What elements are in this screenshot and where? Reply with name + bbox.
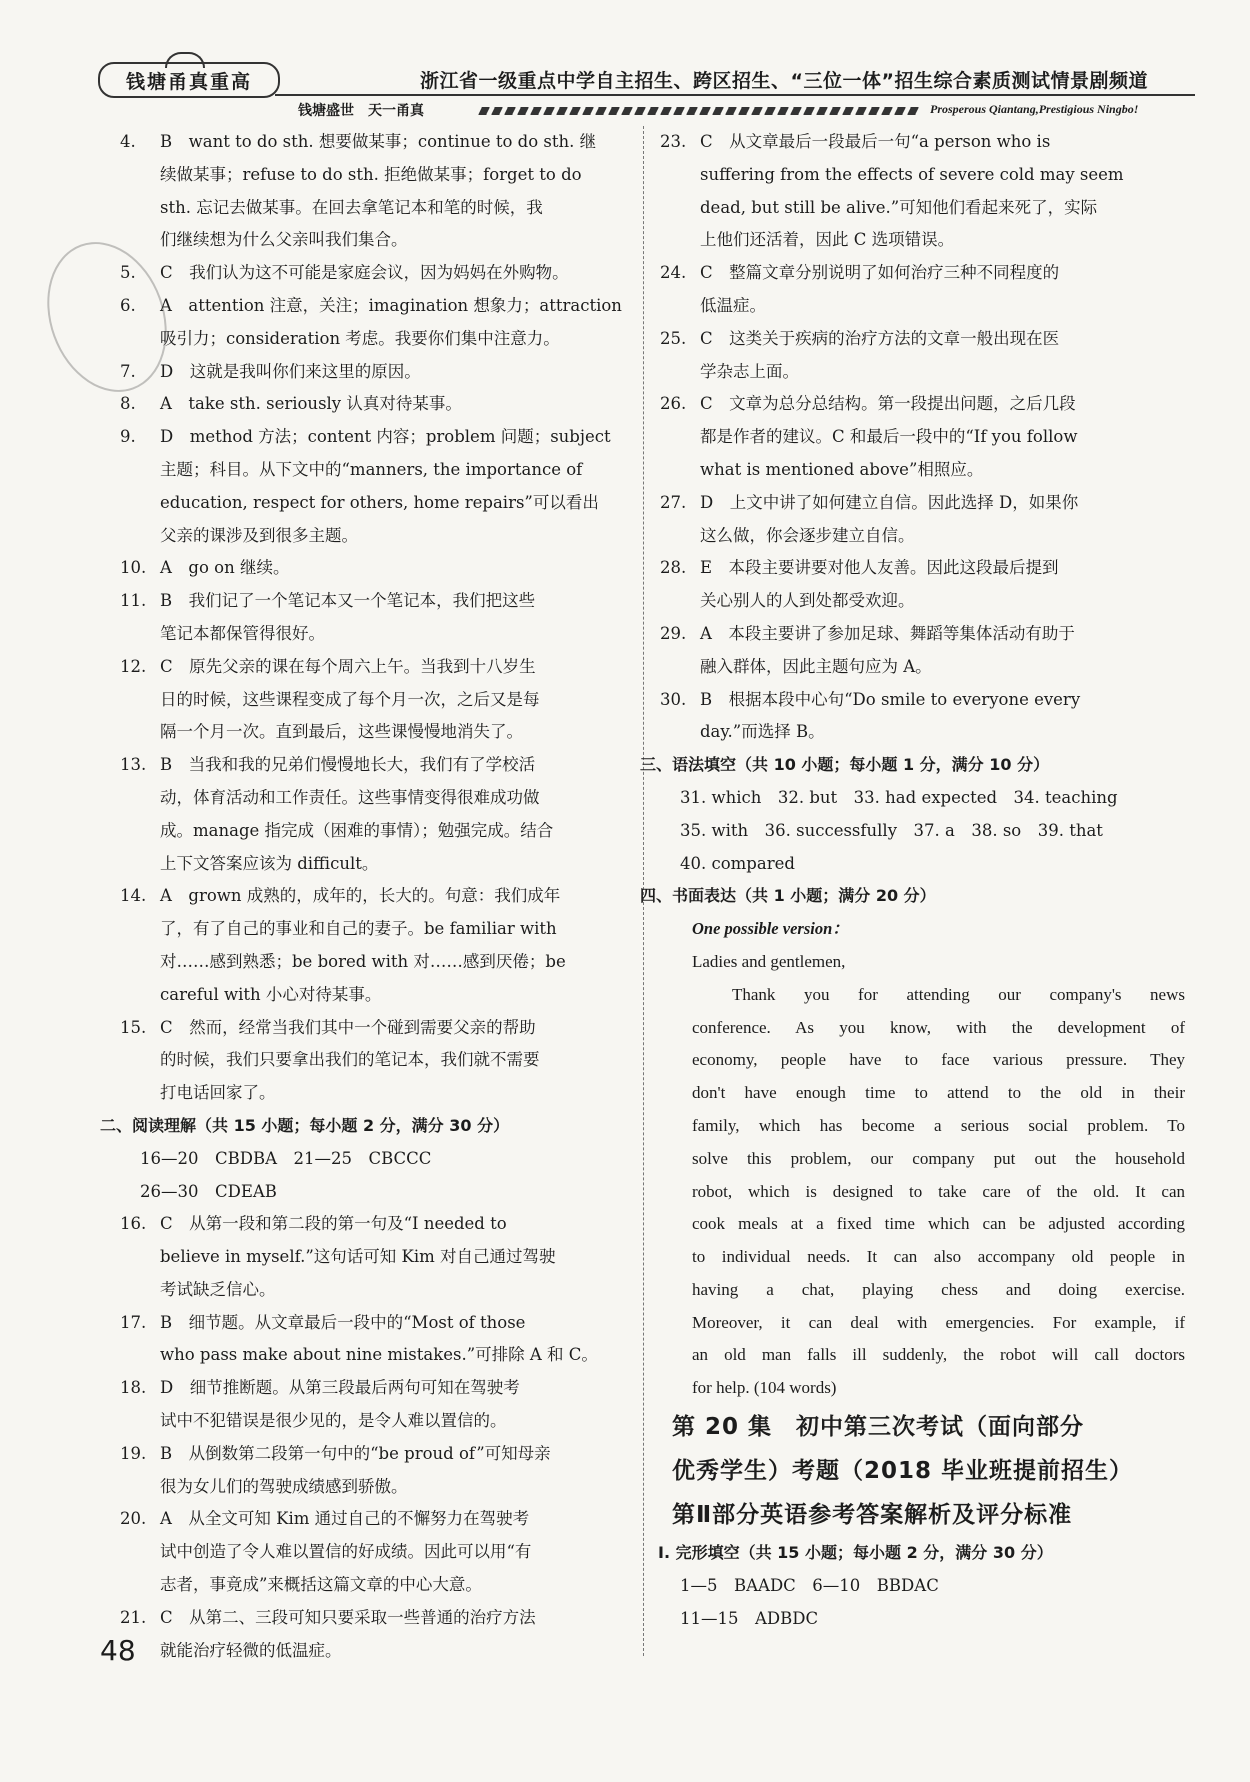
answer-text: 学杂志上面。 bbox=[700, 361, 799, 381]
essay-label: One possible version： bbox=[692, 919, 849, 939]
answer-line bbox=[120, 684, 625, 717]
answer-text: 很为女儿们的驾驶成绩感到骄傲。 bbox=[160, 1476, 408, 1496]
answer-text: 打电话回家了。 bbox=[160, 1083, 276, 1103]
essay-line: an old man falls ill suddenly, the robot will call doctors bbox=[692, 1345, 1185, 1365]
essay-line: cook meals at a fixed time which can be adjusted according bbox=[692, 1214, 1185, 1234]
essay-line: don't have enough time to attend to the old in their bbox=[692, 1083, 1185, 1103]
answer-line bbox=[120, 1438, 625, 1471]
answer-text: 试中不犯错误是很少见的，是令人难以置信的。 bbox=[160, 1411, 507, 1431]
essay-line: family, which has become a serious social problem. To bbox=[692, 1115, 1185, 1135]
question-number: 21. bbox=[120, 1607, 147, 1627]
question-number: 7. bbox=[120, 361, 136, 381]
answer-text: 笔记本都保管得很好。 bbox=[160, 623, 325, 643]
answer-line bbox=[120, 1635, 625, 1668]
question-number: 30. bbox=[660, 689, 687, 709]
answer-line bbox=[660, 454, 1185, 487]
answer-line bbox=[660, 224, 1185, 257]
answer-text: 的时候，我们只要拿出我们的笔记本，我们就不需要 bbox=[160, 1050, 540, 1070]
answer-text: A 本段主要讲了参加足球、舞蹈等集体活动有助于 bbox=[700, 623, 1075, 643]
grammar-answer-row-1: 31. which 32. but 33. had expected 34. teaching bbox=[680, 787, 1118, 807]
answer-text: E 本段主要讲要对他人友善。因此这段最后提到 bbox=[700, 558, 1059, 578]
answer-text: A grown 成熟的，成年的，长大的。句意：我们成年 bbox=[160, 886, 561, 906]
answer-line bbox=[120, 585, 625, 618]
question-number: 11. bbox=[120, 591, 147, 611]
exam-title-line: 第 20 集 初中第三次考试（面向部分 bbox=[672, 1414, 1085, 1441]
answer-text: C 从文章最后一段最后一句“a person who is bbox=[700, 132, 1051, 151]
answer-text: who pass make about nine mistakes.”可排除 A 和 C。 bbox=[160, 1345, 598, 1365]
answer-line bbox=[660, 290, 1185, 323]
page-header bbox=[60, 52, 1190, 122]
answer-line bbox=[660, 552, 1185, 585]
answer-text: D 细节推断题。从第三段最后两句可知在驾驶考 bbox=[160, 1378, 520, 1398]
question-number: 23. bbox=[660, 132, 687, 151]
answer-text: B 细节题。从文章最后一段中的“Most of those bbox=[160, 1312, 526, 1332]
answer-line bbox=[120, 257, 625, 290]
series-logo: 钱塘甬真重高 bbox=[98, 62, 280, 98]
answer-text: 了，有了自己的事业和自己的妻子。be familiar with bbox=[160, 919, 557, 939]
answer-text: 都是作者的建议。C 和最后一段中的“If you follow bbox=[700, 427, 1078, 447]
section-cloze-heading: Ⅰ. 完形填空（共 15 小题；每小题 2 分，满分 30 分） bbox=[658, 1543, 1053, 1563]
essay-body bbox=[660, 979, 1185, 1405]
answer-line bbox=[120, 421, 625, 454]
answer-line bbox=[660, 192, 1185, 225]
answer-line bbox=[120, 1208, 625, 1241]
answer-text: 就能治疗轻微的低温症。 bbox=[160, 1640, 342, 1660]
reading-answer-row-2: 26—30 CDEAB bbox=[140, 1181, 277, 1201]
answer-line bbox=[120, 1274, 625, 1307]
answer-line bbox=[660, 421, 1185, 454]
answer-text: A attention 注意，关注；imagination 想象力；attraction bbox=[160, 295, 622, 315]
answer-line bbox=[120, 1339, 625, 1372]
answer-line bbox=[120, 880, 625, 913]
answer-line bbox=[660, 618, 1185, 651]
answer-text: dead, but still be alive.”可知他们看起来死了，实际 bbox=[700, 197, 1098, 217]
question-number: 4. bbox=[120, 132, 136, 151]
answer-line bbox=[660, 716, 1185, 749]
question-number: 24. bbox=[660, 263, 687, 283]
left-answers-part2 bbox=[120, 1208, 625, 1667]
answer-line bbox=[120, 1471, 625, 1504]
answer-line bbox=[120, 979, 625, 1012]
answer-text: 考试缺乏信心。 bbox=[160, 1279, 276, 1299]
answer-line bbox=[120, 1569, 625, 1602]
answer-text: believe in myself.”这句话可知 Kim 对自己通过驾驶 bbox=[160, 1247, 556, 1267]
header-english-slogan: Prosperous Qiantang,Prestigious Ningbo! bbox=[930, 102, 1139, 116]
answer-line bbox=[660, 159, 1185, 192]
answer-text: 动，体育活动和工作责任。这些事情变得很难成功做 bbox=[160, 787, 540, 807]
question-number: 8. bbox=[120, 394, 136, 414]
header-subtitle: 钱塘盛世 天一甬真 bbox=[298, 103, 424, 119]
essay-line: economy, people have to face various pressure. They bbox=[692, 1050, 1185, 1070]
answer-line bbox=[120, 356, 625, 389]
answer-line bbox=[120, 1405, 625, 1438]
question-number: 26. bbox=[660, 394, 687, 414]
question-number: 14. bbox=[120, 886, 147, 906]
answer-text: D 上文中讲了如何建立自信。因此选择 D，如果你 bbox=[700, 492, 1079, 512]
answer-text: C 文章为总分总结构。第一段提出问题，之后几段 bbox=[700, 394, 1076, 414]
essay-line: to individual needs. It can also accompany old people in bbox=[692, 1247, 1185, 1267]
exam-title-block bbox=[660, 1405, 1185, 1537]
answer-line bbox=[120, 454, 625, 487]
answer-line bbox=[120, 913, 625, 946]
answer-text: C 从第一段和第二段的第一句及“I needed to bbox=[160, 1214, 507, 1234]
question-number: 5. bbox=[120, 263, 136, 283]
answer-line bbox=[120, 946, 625, 979]
answer-line bbox=[120, 224, 625, 257]
question-number: 6. bbox=[120, 295, 136, 315]
essay-line: having a chat, playing chess and doing exercise. bbox=[692, 1279, 1185, 1299]
answer-text: B 当我和我的兄弟们慢慢地长大，我们有了学校活 bbox=[160, 755, 536, 775]
answer-line bbox=[120, 323, 625, 356]
answer-text: education, respect for others, home repairs”可以看出 bbox=[160, 492, 599, 512]
answer-text: B want to do sth. 想要做某事；continue to do sth. 继 bbox=[160, 132, 597, 151]
answer-text: 对……感到熟悉；be bored with 对……感到厌倦；be bbox=[160, 951, 566, 971]
essay-line: Moreover, it can deal with emergencies. For example, if bbox=[692, 1312, 1185, 1332]
answer-line bbox=[120, 749, 625, 782]
section-grammar-heading: 三、语法填空（共 10 小题；每小题 1 分，满分 10 分） bbox=[640, 755, 1050, 775]
answer-text: A 从全文可知 Kim 通过自己的不懈努力在驾驶考 bbox=[160, 1509, 530, 1529]
question-number: 18. bbox=[120, 1378, 147, 1398]
reading-answer-row-1: 16—20 CBDBA 21—25 CBCCC bbox=[140, 1148, 432, 1168]
answer-line bbox=[120, 290, 625, 323]
page-number: 48 bbox=[100, 1634, 136, 1667]
answer-text: C 这类关于疾病的治疗方法的文章一般出现在医 bbox=[700, 328, 1060, 348]
answer-text: sth. 忘记去做某事。在回去拿笔记本和笔的时候，我 bbox=[160, 197, 543, 217]
essay-line: conference. As you know, with the development of bbox=[692, 1017, 1185, 1037]
answer-text: 上他们还活着，因此 C 选项错误。 bbox=[700, 230, 955, 250]
section-writing-heading: 四、书面表达（共 1 小题；满分 20 分） bbox=[640, 886, 936, 906]
answer-line bbox=[120, 651, 625, 684]
answer-line bbox=[120, 1372, 625, 1405]
answer-text: C 然而，经常当我们其中一个碰到需要父亲的帮助 bbox=[160, 1017, 536, 1037]
question-number: 17. bbox=[120, 1312, 147, 1332]
answer-line bbox=[660, 585, 1185, 618]
answer-text: 们继续想为什么父亲叫我们集合。 bbox=[160, 230, 408, 250]
answer-line bbox=[120, 192, 625, 225]
answer-line bbox=[120, 388, 625, 421]
answer-line bbox=[120, 1077, 625, 1110]
answer-line bbox=[660, 487, 1185, 520]
answer-line bbox=[120, 1503, 625, 1536]
question-number: 28. bbox=[660, 558, 687, 578]
answer-text: 试中创造了令人难以置信的好成绩。因此可以用“有 bbox=[160, 1542, 532, 1562]
answer-text: 志者，事竟成”来概括这篇文章的中心大意。 bbox=[160, 1575, 482, 1595]
header-rule bbox=[275, 94, 1195, 96]
answer-text: 日的时候，这些课程变成了每个月一次，之后又是每 bbox=[160, 689, 540, 709]
answer-line bbox=[660, 323, 1185, 356]
left-answers-part1 bbox=[120, 126, 625, 1110]
cloze-answer-row-2: 11—15 ADBDC bbox=[680, 1608, 819, 1628]
answer-line bbox=[120, 159, 625, 192]
essay-line: for help. (104 words) bbox=[692, 1378, 837, 1398]
answer-text: 低温症。 bbox=[700, 295, 766, 315]
question-number: 9. bbox=[120, 427, 136, 447]
answer-line bbox=[120, 520, 625, 553]
essay-line: Thank you for attending our company's news bbox=[732, 984, 1185, 1004]
header-title: 浙江省一级重点中学自主招生、跨区招生、“三位一体”招生综合素质测试情景剧频道 bbox=[420, 70, 1148, 92]
answer-line bbox=[660, 684, 1185, 717]
answer-line bbox=[660, 520, 1185, 553]
section-reading-heading: 二、阅读理解（共 15 小题；每小题 2 分，满分 30 分） bbox=[100, 1115, 510, 1135]
question-number: 20. bbox=[120, 1509, 147, 1529]
answer-text: 成。manage 指完成（困难的事情）；勉强完成。结合 bbox=[160, 820, 554, 840]
question-number: 12. bbox=[120, 656, 147, 676]
answer-text: B 我们记了一个笔记本又一个笔记本，我们把这些 bbox=[160, 591, 536, 611]
answer-text: 关心别人的人到处都受欢迎。 bbox=[700, 591, 915, 611]
answer-text: C 原先父亲的课在每个周六上午。当我到十八岁生 bbox=[160, 656, 536, 676]
answer-line bbox=[120, 716, 625, 749]
answer-line bbox=[120, 1241, 625, 1274]
answer-text: what is mentioned above”相照应。 bbox=[700, 459, 984, 479]
answer-text: A take sth. seriously 认真对待某事。 bbox=[160, 394, 462, 414]
answer-text: 上下文答案应该为 difficult。 bbox=[160, 853, 379, 873]
answer-line bbox=[120, 1307, 625, 1340]
answer-text: D 这就是我叫你们来这里的原因。 bbox=[160, 361, 421, 381]
answer-line bbox=[660, 356, 1185, 389]
answer-text: 父亲的课涉及到很多主题。 bbox=[160, 525, 358, 545]
question-number: 15. bbox=[120, 1017, 147, 1037]
answer-line bbox=[120, 1044, 625, 1077]
question-number: 10. bbox=[120, 558, 147, 578]
answer-text: C 整篇文章分别说明了如何治疗三种不同程度的 bbox=[700, 263, 1060, 283]
answer-text: 续做某事；refuse to do sth. 拒绝做某事；forget to do bbox=[160, 164, 582, 184]
answer-text: B 从倒数第二段第一句中的“be proud of”可知母亲 bbox=[160, 1443, 551, 1463]
answer-line bbox=[660, 257, 1185, 290]
answer-text: D method 方法；content 内容；problem 问题；subject bbox=[160, 427, 611, 447]
right-column bbox=[640, 126, 1185, 1635]
essay-line: solve this problem, our company put out the household bbox=[692, 1148, 1185, 1168]
answer-line bbox=[660, 651, 1185, 684]
essay-greeting: Ladies and gentlemen, bbox=[692, 951, 846, 971]
answer-line bbox=[120, 1012, 625, 1045]
answer-line bbox=[120, 487, 625, 520]
question-number: 29. bbox=[660, 623, 687, 643]
answer-line bbox=[120, 815, 625, 848]
answer-text: A go on 继续。 bbox=[160, 558, 290, 578]
answer-text: B 根据本段中心句“Do smile to everyone every bbox=[700, 689, 1081, 709]
answer-text: careful with 小心对待某事。 bbox=[160, 984, 382, 1004]
question-number: 27. bbox=[660, 492, 687, 512]
grammar-answer-row-2: 35. with 36. successfully 37. a 38. so 39. that bbox=[680, 820, 1103, 840]
answer-line bbox=[120, 1536, 625, 1569]
question-number: 16. bbox=[120, 1214, 147, 1234]
answer-line bbox=[120, 848, 625, 881]
grammar-answer-row-3: 40. compared bbox=[680, 853, 795, 873]
question-number: 19. bbox=[120, 1443, 147, 1463]
essay-line: robot, which is designed to take care of the old. It can bbox=[692, 1181, 1185, 1201]
question-number: 13. bbox=[120, 755, 147, 775]
exam-title-line: 优秀学生）考题（2018 毕业班提前招生） bbox=[672, 1458, 1134, 1485]
cloze-answer-row-1: 1—5 BAADC 6—10 BBDAC bbox=[680, 1575, 939, 1595]
answer-line bbox=[660, 126, 1185, 159]
answer-line bbox=[120, 1602, 625, 1635]
answer-text: day.”而选择 B。 bbox=[700, 722, 825, 742]
right-answers bbox=[660, 126, 1185, 749]
answer-text: 融入群体，因此主题句应为 A。 bbox=[700, 656, 932, 676]
exam-title-line: 第Ⅱ部分英语参考答案解析及评分标准 bbox=[672, 1502, 1073, 1529]
question-number: 25. bbox=[660, 328, 687, 348]
header-dash-decoration bbox=[478, 107, 922, 115]
answer-text: 隔一个月一次。直到最后，这些课慢慢地消失了。 bbox=[160, 722, 523, 742]
answer-text: 吸引力；consideration 考虑。我要你们集中注意力。 bbox=[160, 328, 560, 348]
answer-text: suffering from the effects of severe cold may seem bbox=[700, 164, 1124, 184]
answer-text: C 从第二、三段可知只要采取一些普通的治疗方法 bbox=[160, 1607, 536, 1627]
answer-line bbox=[660, 388, 1185, 421]
answer-text: 这么做，你会逐步建立自信。 bbox=[700, 525, 915, 545]
answer-line bbox=[120, 618, 625, 651]
answer-line bbox=[120, 782, 625, 815]
answer-line bbox=[120, 126, 625, 159]
answer-text: C 我们认为这不可能是家庭会议，因为妈妈在外购物。 bbox=[160, 263, 569, 283]
answer-text: 主题；科目。从下文中的“manners, the importance of bbox=[160, 459, 583, 479]
answer-line bbox=[120, 552, 625, 585]
